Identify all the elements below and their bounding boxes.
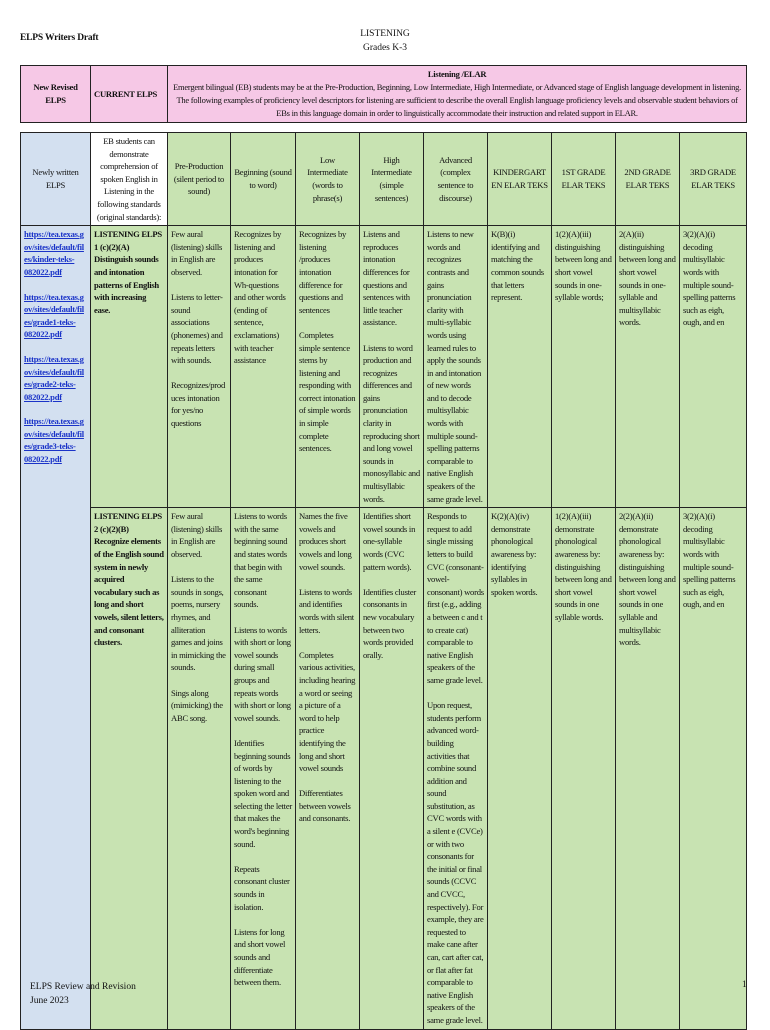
descriptor: Listens for long and short vowel sounds and differentiate between them. [234, 926, 286, 988]
descriptor: Completes simple sentence stems by listening and responding with correct intonation of simple words in simple complete sentences. [299, 329, 356, 454]
descriptor: Few aural (listening) skills in English are observed. [171, 511, 223, 559]
descriptor: Identifies short vowel sounds in one-syllable words (CVC pattern words). [363, 511, 416, 572]
page-footer [30, 980, 136, 1008]
elps1-high-intermediate [360, 226, 424, 508]
descriptor: Upon request, students perform advanced word-building activities that combine sound addition and sound substitution, as CVC words with a silent e (CVCe) or with two consonants for the initial or final sounds (CCVC and CVCC, respectively). For example, they are requested to make cane after can, cart after cat, or flat after fat comparable to native English speakers of the same grade level. [427, 700, 484, 1025]
elps2-standard: LISTENING ELPS 2 (c)(2)(B) Recognize elements of the English sound system in newly acquired vocabulary such as long and short vowels, silent letters, and consonant clusters. [91, 508, 168, 1029]
low-intermediate-header: Low Intermediate (words to phrase(s) [296, 133, 360, 226]
descriptor: Listens to the sounds in songs, poems, nursery rhymes, and alliteration games and joins in mimicking the sounds. [171, 574, 226, 673]
advanced-header: Advanced (complex sentence to discourse) [424, 133, 488, 226]
page-number: 1 [742, 980, 747, 990]
intro-row [21, 66, 747, 123]
spacer-row [21, 123, 747, 133]
intro-text: Emergent bilingual (EB) students may be at the Pre-Production, Beginning, Low Intermediate, High Intermediate, or Advanced stage of English language development in listening. The following examples of proficiency level descriptors for listening are sufficient to describe the overall English language proficiency levels and observable student behaviors of EBs in this language domain in order to linguistically accommodate their instruction and related support in ELAR. [173, 82, 742, 118]
descriptor: Completes various activities, including hearing a word or seeing a picture of a word to help practice identifying the long and short vowel sounds [299, 649, 356, 774]
footer-review-label: ELPS Review and Revision [30, 982, 136, 992]
elps1-grade2-teks: 2(A)(ii) distinguishing between long and short vowel sounds in one-syllable and multisyllabic words. [616, 226, 680, 508]
elps2-high-intermediate [360, 508, 424, 1029]
grade3-teks-header: 3RD GRADE ELAR TEKS [680, 133, 747, 226]
elps2-preproduction [168, 508, 231, 1029]
elps2-row [21, 508, 747, 1029]
descriptor: Listens to word production and recognizes differences and gains pronunciation clarity in reproducing short and long vowel sounds in monosyllabic and multisyllabic words. [363, 342, 420, 504]
grade2-teks-header: 2ND GRADE ELAR TEKS [616, 133, 680, 226]
descriptor: Repeats consonant cluster sounds in isolation. [234, 863, 290, 912]
listening-elar-intro [168, 66, 747, 123]
grade1-teks-link[interactable]: https://tea.texas.gov/sites/default/files/grade1-teks-082022.pdf [24, 291, 84, 340]
page-title: LISTENING [360, 29, 410, 39]
elps1-kindergarten-teks: K(B)(i) identifying and matching the common sounds that letters represent. [488, 226, 552, 508]
descriptor: Recognizes/produces intonation for yes/no questions [171, 380, 226, 429]
newly-written-elps-header: Newly written ELPS [21, 133, 91, 226]
descriptor: Differentiates between vowels and consonants. [299, 788, 351, 824]
eb-standards-header: EB students can demonstrate comprehension of spoken English in Listening in the following standards (original standards): [91, 133, 168, 226]
document-label: ELPS Writers Draft [20, 33, 99, 43]
elps2-kindergarten-teks: K(2)(A)(iv) demonstrate phonological awareness by: identifying syllables in spoken words. [488, 508, 552, 1029]
descriptor: Listens to words and identifies words with silent letters. [299, 586, 354, 635]
preproduction-header: Pre-Production (silent period to sound) [168, 133, 231, 226]
grade3-teks-link[interactable]: https://tea.texas.gov/sites/default/files/grade3-teks-082022.pdf [24, 416, 84, 465]
grade2-teks-link[interactable]: https://tea.texas.gov/sites/default/files/grade2-teks-082022.pdf [24, 353, 84, 402]
elps2-grade1-teks: 1(2)(A)(iii) demonstrate phonological awareness by: distinguishing between long and short vowel sounds in one syllable words. [552, 508, 616, 1029]
column-header-row [21, 133, 747, 226]
elps-listening-table [20, 65, 747, 1030]
high-intermediate-header: High Intermediate (simple sentences) [360, 133, 424, 226]
descriptor: Identifies cluster consonants in new vocabulary between two words provided orally. [363, 586, 417, 660]
descriptor: Responds to request to add single missing letters to build CVC (consonant-vowel-consonant) words first (e.g., adding a between c and t to create cat) comparable to native English speakers of the same grade level. [427, 511, 484, 685]
elps2-grade2-teks: 2(2)(A)(ii) demonstrate phonological awareness by: distinguishing between long and short vowel sounds in one syllable and multisyllabic words. [616, 508, 680, 1029]
new-revised-elps-header: New Revised ELPS [21, 66, 91, 123]
descriptor: Listens to words with short or long vowel sounds during small groups and repeats words with short or long vowel sounds. [234, 624, 291, 723]
descriptor: Listens and reproduces intonation differences for questions and sentences with little teacher assistance. [363, 229, 410, 328]
elps1-grade1-teks: 1(2)(A)(iii) distinguishing between long and short vowel sounds in one-syllable words; [552, 226, 616, 508]
elps1-preproduction [168, 226, 231, 508]
kinder-teks-link[interactable]: https://tea.texas.gov/sites/default/files/kinder-teks-082022.pdf [24, 229, 84, 277]
descriptor: Recognizes by listening /produces intonation difference for questions and sentences [299, 229, 347, 315]
footer-date: June 2023 [30, 996, 69, 1006]
grade1-teks-header: 1ST GRADE ELAR TEKS [552, 133, 616, 226]
elps1-row [21, 226, 747, 508]
descriptor: Recognizes by listening and produces intonation for Wh-questions and other words (ending of sentence, exclamations) with teacher assistance [234, 229, 286, 366]
elps2-beginning [231, 508, 296, 1029]
descriptor: Sings along (mimicking) the ABC song. [171, 687, 223, 723]
teks-links-cell [21, 226, 91, 1029]
descriptor: Few aural (listening) skills in English are observed. [171, 229, 223, 277]
elps1-advanced [424, 226, 488, 508]
descriptor: Identifies beginning sounds of words by listening to the spoken word and selecting the letter that makes the word's beginning sound. [234, 737, 292, 849]
elps1-low-intermediate [296, 226, 360, 508]
elps1-grade3-teks: 3(2)(A)(i) decoding multisyllabic words with multiple sound-spelling patterns such as eigh, ough, and en [680, 226, 747, 508]
page-subtitle: Grades K-3 [362, 43, 408, 53]
kindergarten-teks-header: KINDERGARTEN ELAR TEKS [488, 133, 552, 226]
descriptor: Listens to new words and recognizes contrasts and gains pronunciation clarity with multi-syllabic words using learned rules to apply the sounds in and intonation of new words and to decode multisyllabic words with multiple sound-spelling patterns comparable to native English speakers of the same grade level. [427, 229, 483, 504]
descriptor: Names the five vowels and produces short vowels and long vowel sounds. [299, 511, 352, 572]
current-elps-header: CURRENT ELPS [91, 66, 168, 123]
descriptor: Listens to letter-sound associations (phonemes) and repeats letters with sounds. [171, 292, 223, 366]
elps1-beginning [231, 226, 296, 508]
page-header [340, 27, 430, 55]
elps2-advanced [424, 508, 488, 1029]
descriptor: Listens to words with the same beginning sound and states words that begin with the same consonant sounds. [234, 511, 288, 610]
intro-heading: Listening /ELAR [427, 69, 487, 79]
elps1-standard: LISTENING ELPS 1 (c)(2)(A) Distinguish sounds and intonation patterns of English with increasing ease. [91, 226, 168, 508]
elps2-low-intermediate [296, 508, 360, 1029]
elps2-grade3-teks: 3(2)(A)(i) decoding multisyllabic words with multiple sound-spelling patterns such as eigh, ough, and en [680, 508, 747, 1029]
beginning-header: Beginning (sound to word) [231, 133, 296, 226]
